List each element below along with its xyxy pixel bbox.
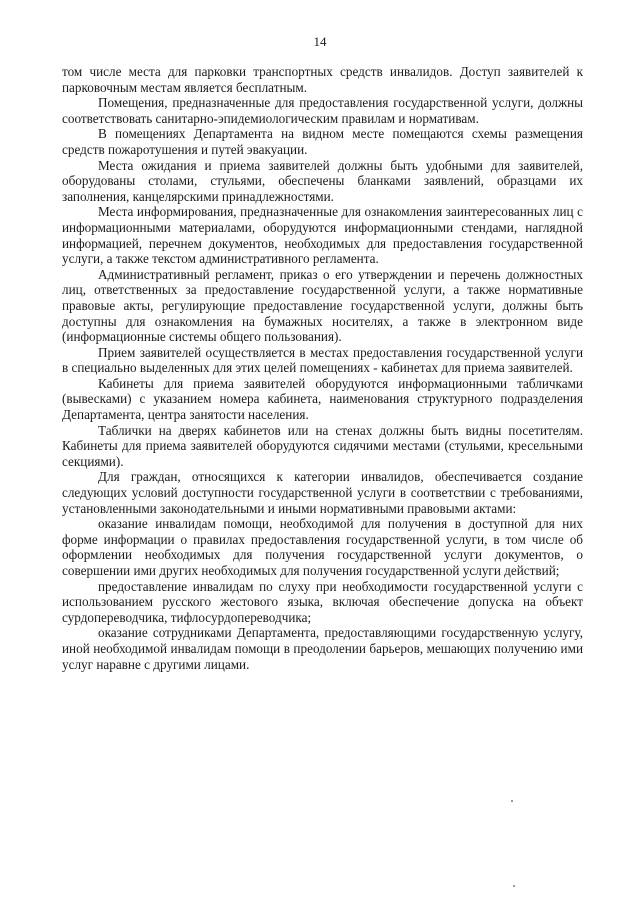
paragraph-waiting-areas: Места ожидания и приема заявителей должны быть удобными для заявителей, оборудованы столами, стульями, обеспечены бланками заявлений, образцами их заполнения, канцелярскими принадлежностями. bbox=[62, 157, 583, 204]
page-number: 14 bbox=[313, 34, 327, 49]
paragraph-door-plates: Таблички на дверях кабинетов или на стенах должны быть видны посетителям. Кабинеты для приема заявителей оборудуются сидячими местами (стульями, кресельными секциями). bbox=[62, 422, 583, 469]
paragraph-administrative-regulation: Административный регламент, приказ о его утверждении и перечень должностных лиц, ответственных за предоставление государственной услуги, а также нормативные правовые акты, регулирующие предоставление государственной услуги, должны быть доступны для ознакомления на бумажных носителях, а также в электронном виде (информационные системы общего пользования). bbox=[62, 266, 583, 345]
paragraph-parking-access: том числе места для парковки транспортных средств инвалидов. Доступ заявителей к парковочным местам является бесплатным. bbox=[62, 64, 583, 95]
document-body bbox=[62, 64, 583, 672]
paragraph-reception-places: Прием заявителей осуществляется в местах предоставления государственной услуги в специально выделенных для этих целей помещениях - кабинетах для приема заявителей. bbox=[62, 344, 583, 376]
scan-speck bbox=[511, 800, 513, 802]
paragraph-staff-assistance: оказание сотрудниками Департамента, предоставляющими государственную услугу, иной необходимой инвалидам помощи в преодолении барьеров, мешающих получению ими услуг наравне с другими лицами. bbox=[62, 625, 583, 672]
paragraph-office-signs: Кабинеты для приема заявителей оборудуются информационными табличками (вывесками) с указанием номера кабинета, наименования структурного подразделения Департамента, центра занятости населения. bbox=[62, 375, 583, 423]
paragraph-disabled-access-conditions: Для граждан, относящихся к категории инвалидов, обеспечивается создание следующих условий доступности государственной услуги в соответствии с требованиями, установленными законодательными и иными нормативными правовыми актами: bbox=[62, 469, 583, 516]
paragraph-premises-sanitary: Помещения, предназначенные для предоставления государственной услуги, должны соответствовать санитарно-эпидемиологическим правилам и нормативам. bbox=[62, 95, 583, 126]
paragraph-information-places: Места информирования, предназначенные для ознакомления заинтересованных лиц с информационными материалами, оборудуются информационными стендами, наглядной информацией, перечнем документов, необходимых для предоставления государственной услуги, а также текстом административного регламента. bbox=[62, 204, 583, 267]
paragraph-sign-language: предоставление инвалидам по слуху при необходимости государственной услуги с использованием русского жестового языка, включая обеспечение допуска на объект сурдопереводчика, тифлосурдопереводчика; bbox=[62, 578, 583, 625]
paragraph-evacuation-schemes: В помещениях Департамента на видном месте помещаются схемы размещения средств пожаротушения и путей эвакуации. bbox=[62, 126, 583, 157]
paragraph-assistance-information: оказание инвалидам помощи, необходимой для получения в доступной для них форме информации о правилах предоставления государственной услуги, в том числе об оформлении необходимых для получения государственной услуги документов, о совершении ими других необходимых для получения государственной услуги действий; bbox=[62, 516, 583, 578]
scan-speck bbox=[513, 885, 515, 887]
